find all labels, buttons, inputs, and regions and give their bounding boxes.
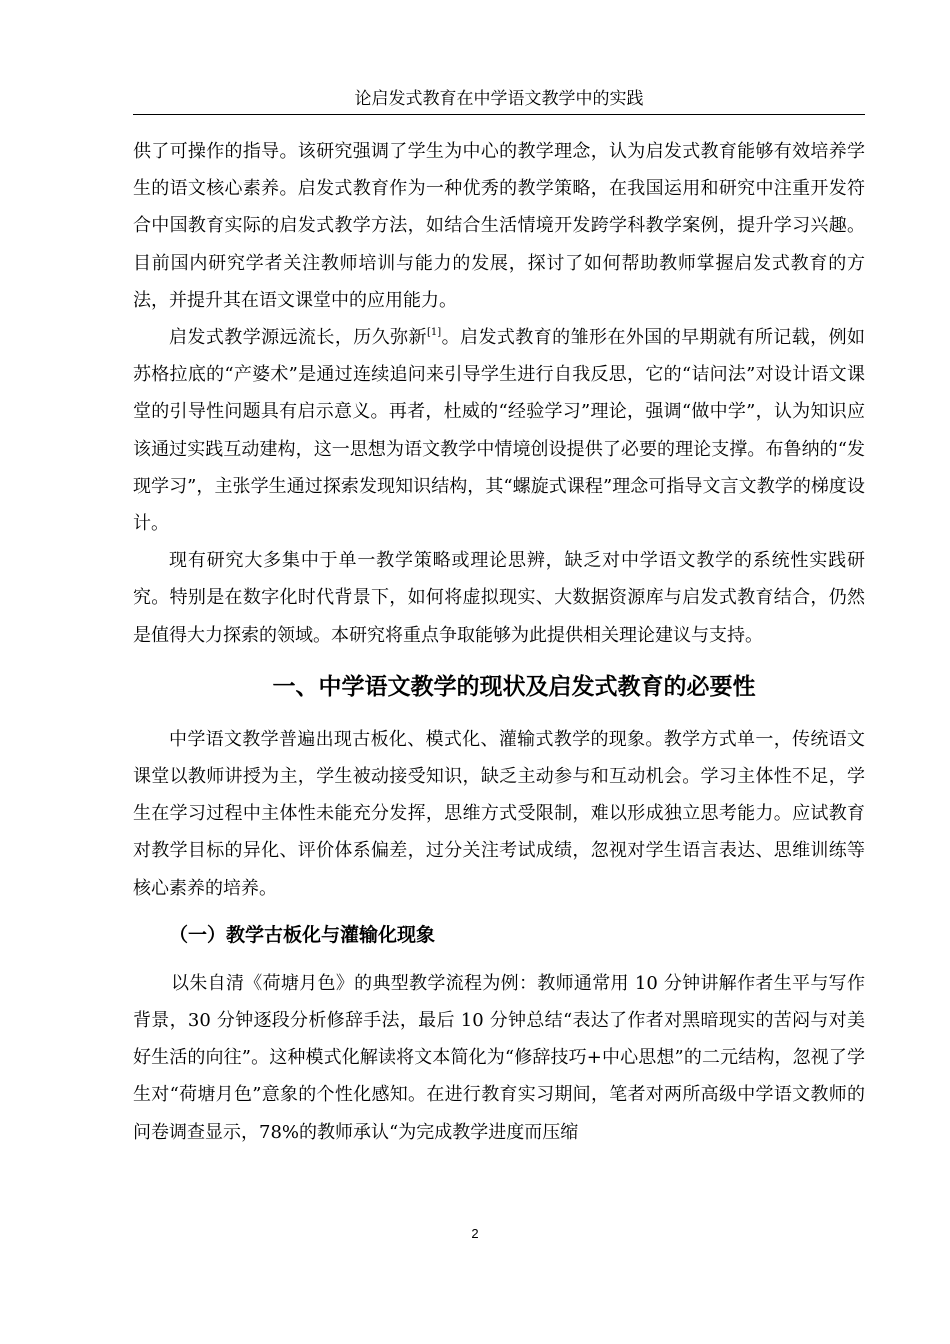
- running-header: 论启发式教育在中学语文教学中的实践: [133, 84, 865, 115]
- paragraph-4: 中学语文教学普遍出现古板化、模式化、灌输式教学的现象。教学方式单一，传统语文课堂以教师讲授为主，学生被动接受知识，缺乏主动参与和互动机会。学习主体性不足，学生在学习过程中主体性未能充分发挥，思维方式受限制，难以形成独立思考能力。应试教育对教学目标的异化、评价体系偏差，过分关注考试成绩，忽视对学生语言表达、思维训练等核心素养的培养。: [133, 728, 865, 899]
- paragraph-1: 供了可操作的指导。该研究强调了学生为中心的教学理念，认为启发式教育能够有效培养学生的语文核心素养。启发式教育作为一种优秀的教学策略，在我国运用和研究中注重开发符合中国教育实际的启发式教学方法，如结合生活情境开发跨学科教学案例，提升学习兴趣。目前国内研究学者关注教师培训与能力的发展，探讨了如何帮助教师掌握启发式教育的方法，并提升其在语文课堂中的应用能力。: [133, 141, 865, 311]
- paragraph-2: [133, 319, 865, 542]
- paragraph-2-text-a: 启发式教学源远流长，历久弥新: [169, 327, 427, 349]
- document-body: [133, 133, 865, 1151]
- section-heading: 一、中学语文教学的现状及启发式教育的必要性: [272, 673, 756, 700]
- page-number: 2: [471, 1226, 479, 1241]
- paragraph-3: 现有研究大多集中于单一教学策略或理论思辨，缺乏对中学语文教学的系统性实践研究。特别是在数字化时代背景下，如何将虚拟现实、大数据资源库与启发式教育结合，仍然是值得大力探索的领域。本研究将重点争取能够为此提供相关理论建议与支持。: [133, 550, 865, 646]
- paragraph-2-text-b: 。启发式教育的雏形在外国的早期就有所记载，例如苏格拉底的“产婆术”是通过连续追问来引导学生进行自我反思，它的“诘问法”对设计语文课堂的引导性问题具有启示意义。再者，杜威的“经验学习”理论，强调“做中学”，认为知识应该通过实践互动建构，这一思想为语文教学中情境创设提供了必要的理论支撑。布鲁纳的“发现学习”，主张学生通过探索发现知识结构，其“螺旋式课程”理念可指导文言文教学的梯度设计。: [133, 327, 866, 535]
- citation-1: [1]: [427, 327, 442, 339]
- paragraph-5: 以朱自清《荷塘月色》的典型教学流程为例：教师通常用 10 分钟讲解作者生平与写作背景，30 分钟逐段分析修辞手法，最后 10 分钟总结“表达了作者对黑暗现实的苦闷与对美好生活的向往”。这种模式化解读将文本简化为“修辞技巧+中心思想”的二元结构，忽视了学生对“荷塘月色”意象的个性化感知。在进行教育实习期间，笔者对两所高级中学语文教师的问卷调查显示，78%的教师承认“为完成教学进度而压缩: [133, 972, 865, 1143]
- sub-heading: （一）教学古板化与灌输化现象: [169, 923, 436, 946]
